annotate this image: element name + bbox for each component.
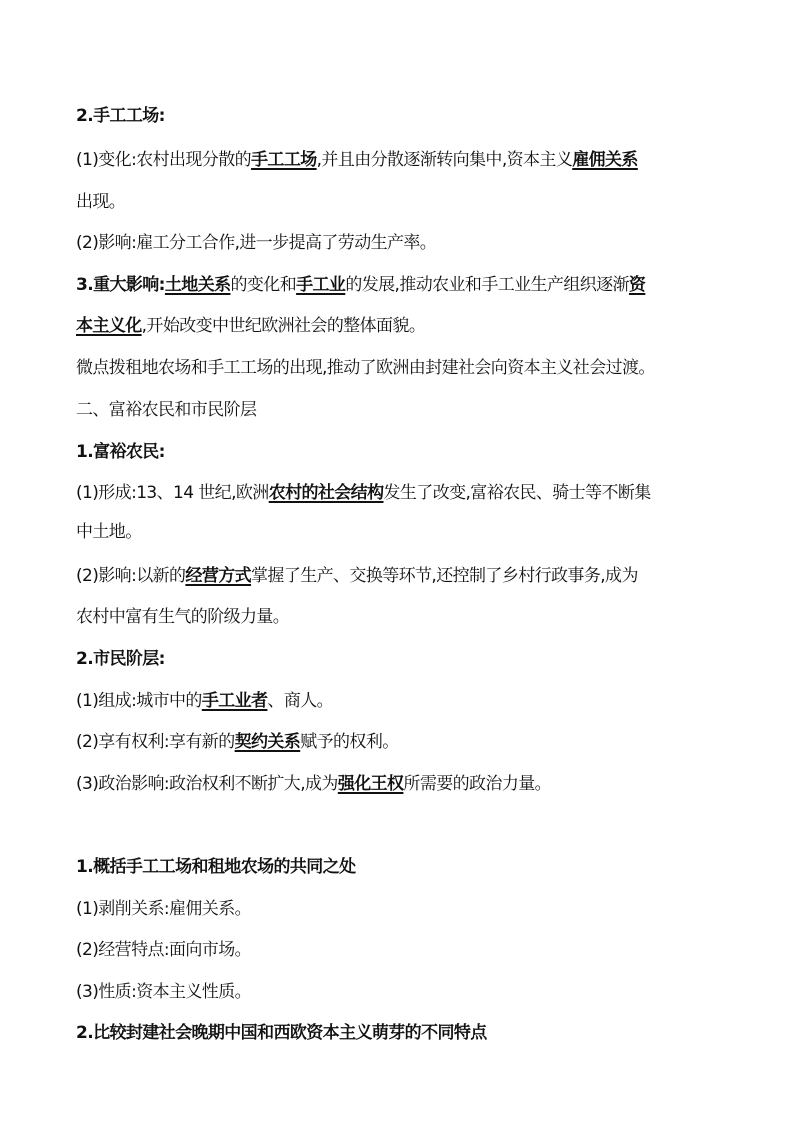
paragraph-change-cont: 出现。 (76, 192, 126, 212)
section-heading-rich-peasants: 1.富裕农民: (76, 442, 165, 462)
paragraph-influence-cont: 农村中富有生气的阶级力量。 (76, 607, 290, 627)
section-heading-workshops: 2.手工工场: (76, 106, 165, 126)
key-term: 手工业者 (201, 691, 268, 711)
text: 、商人。 (267, 691, 334, 711)
question-heading-1: 1.概括手工工场和租地农场的共同之处 (76, 857, 356, 877)
inline-heading: 3.重大影响: (76, 275, 165, 295)
section-heading-burghers: 2.市民阶层: (76, 649, 165, 669)
question-heading-2: 2.比较封建社会晚期中国和西欧资本主义萌芽的不同特点 (76, 1023, 487, 1043)
text: ,并且由分散逐渐转向集中,资本主义 (316, 150, 573, 170)
paragraph-major-impact-cont (76, 314, 736, 338)
text: ,开始改变中世纪欧洲社会的整体面貌。 (141, 316, 426, 336)
text: 的变化和 (230, 275, 297, 295)
text: (2)享有权利:享有新的 (76, 732, 235, 752)
text: (1)变化:农村出现分散的 (76, 150, 252, 170)
key-term: 资 (628, 275, 646, 295)
answer-line-3: (3)性质:资本主义性质。 (76, 982, 252, 1002)
text: 赋予的权利。 (300, 732, 399, 752)
paragraph-formation (76, 481, 736, 505)
paragraph-change (76, 148, 736, 172)
text: 掌握了生产、交换等环节,还控制了乡村行政事务,成为 (251, 566, 638, 586)
text: 所需要的政治力量。 (403, 774, 552, 794)
paragraph-major-impact (76, 273, 736, 297)
paragraph-formation-cont: 中土地。 (76, 522, 142, 542)
answer-line-1: (1)剥削关系:雇佣关系。 (76, 899, 252, 919)
section-title-2: 二、富裕农民和市民阶层 (76, 400, 257, 420)
key-term: 本主义化 (76, 316, 142, 336)
key-term: 经营方式 (185, 566, 252, 586)
text: (2)影响:以新的 (76, 566, 186, 586)
key-term: 农村的社会结构 (268, 483, 384, 503)
answer-line-2: (2)经营特点:面向市场。 (76, 940, 252, 960)
text: (1)组成:城市中的 (76, 691, 202, 711)
tip-note: 微点拨租地农场和手工工场的出现,推动了欧洲由封建社会向资本主义社会过渡。 (76, 358, 655, 378)
text: (1)形成:13、14 世纪,欧洲 (76, 483, 269, 503)
key-term: 土地关系 (164, 275, 231, 295)
text: (3)政治影响:政治权利不断扩大,成为 (76, 774, 338, 794)
key-term: 手工业 (296, 275, 346, 295)
paragraph-political-influence (76, 772, 736, 796)
key-term: 雇佣关系 (572, 150, 638, 170)
key-term: 强化王权 (337, 774, 404, 794)
paragraph-influence (76, 564, 736, 588)
paragraph-composition (76, 689, 736, 713)
key-term: 手工工场 (251, 150, 317, 170)
text: 发生了改变,富裕农民、骑士等不断集 (383, 483, 651, 503)
key-term: 契约关系 (234, 732, 301, 752)
text: 的发展,推动农业和手工业生产组织逐渐 (345, 275, 629, 295)
paragraph-rights (76, 730, 736, 754)
paragraph-impact: (2)影响:雇工分工合作,进一步提高了劳动生产率。 (76, 233, 437, 253)
